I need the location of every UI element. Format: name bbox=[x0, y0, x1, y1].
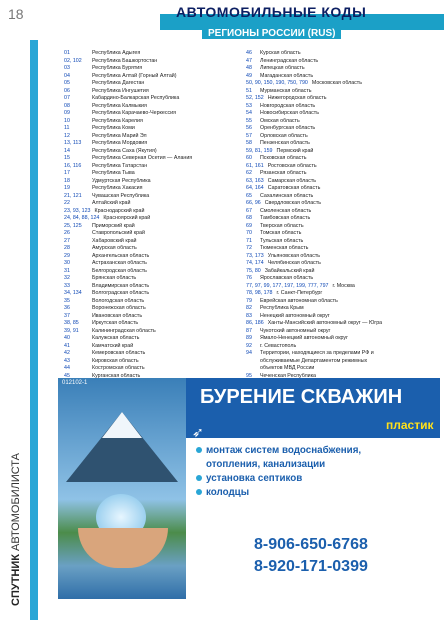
region-name: Республика Башкортостан bbox=[92, 57, 158, 64]
region-name: Брянская область bbox=[92, 275, 137, 281]
region-code: 60 bbox=[246, 155, 252, 161]
region-row bbox=[64, 133, 240, 141]
region-row bbox=[64, 193, 240, 201]
region-code: 09 bbox=[64, 110, 70, 116]
region-code: 77, 97, 99, 177, 197, 199, 777, 797 bbox=[246, 282, 329, 289]
region-code: 37 bbox=[64, 312, 70, 319]
region-name: Свердловская область bbox=[264, 200, 322, 206]
region-name: Московская область bbox=[311, 80, 362, 86]
region-code bbox=[246, 358, 260, 366]
region-list-right bbox=[246, 50, 440, 380]
region-row bbox=[246, 268, 440, 276]
region-code: 04 bbox=[64, 72, 70, 79]
region-name: Ленинградская область bbox=[260, 57, 319, 64]
region-name: Архангельская область bbox=[92, 252, 150, 259]
region-row bbox=[246, 320, 440, 328]
region-name: Оренбургская область bbox=[260, 125, 316, 131]
region-code: 95 bbox=[246, 372, 252, 379]
region-name: Алтайский край bbox=[92, 200, 131, 206]
region-row bbox=[246, 358, 440, 366]
region-code: 34, 134 bbox=[64, 290, 82, 296]
region-row bbox=[64, 335, 240, 343]
region-name: Пермский край bbox=[276, 147, 314, 154]
region-code: 59, 81, 159 bbox=[246, 147, 273, 154]
region-code: 32 bbox=[64, 275, 70, 281]
region-row bbox=[246, 88, 440, 96]
region-code: 66, 96 bbox=[246, 200, 261, 206]
region-name: Республика Саха (Якутия) bbox=[92, 147, 157, 154]
region-name: Чеченская Республика bbox=[260, 372, 316, 379]
region-name: Новгородская область bbox=[260, 102, 316, 109]
region-row bbox=[64, 320, 240, 328]
region-row bbox=[64, 178, 240, 186]
region-row bbox=[246, 298, 440, 306]
side-label-normal: АВТОМОБИЛИСТА bbox=[10, 453, 22, 555]
region-name: Челябинская область bbox=[267, 260, 321, 266]
region-code: 50, 90, 150, 190, 750, 790 bbox=[246, 80, 308, 86]
region-code: 13, 113 bbox=[64, 140, 82, 146]
region-row bbox=[64, 148, 240, 156]
region-name: Ненецкий автономный округ bbox=[260, 312, 330, 319]
region-row bbox=[64, 350, 240, 358]
region-name: Владимирская область bbox=[92, 282, 150, 289]
region-name: Территории, находящиеся за пределами РФ и bbox=[260, 350, 374, 356]
region-code: 33 bbox=[64, 282, 70, 289]
region-row bbox=[246, 253, 440, 261]
region-code: 16, 116 bbox=[64, 162, 82, 169]
region-code: 87 bbox=[246, 327, 252, 334]
advertisement bbox=[58, 378, 440, 599]
region-row bbox=[64, 118, 240, 126]
region-row bbox=[64, 170, 240, 178]
region-code: 89 bbox=[246, 335, 252, 341]
region-code: 52, 152 bbox=[246, 95, 264, 101]
ad-service-text: монтаж систем водоснабжения, bbox=[206, 445, 362, 456]
region-code: 57 bbox=[246, 132, 252, 139]
region-name: Красноярский край bbox=[103, 215, 151, 221]
region-name: Воронежская область bbox=[92, 305, 146, 311]
page-subtitle: РЕГИОНЫ РОССИИ (RUS) bbox=[202, 28, 341, 39]
bullet-icon bbox=[196, 447, 202, 453]
region-name: Астраханская область bbox=[92, 260, 147, 266]
region-row bbox=[64, 260, 240, 268]
page-title: АВТОМОБИЛЬНЫЕ КОДЫ bbox=[176, 4, 367, 20]
region-name: Ростовская область bbox=[267, 162, 317, 169]
region-code: 17 bbox=[64, 170, 70, 176]
region-row bbox=[64, 230, 240, 238]
ad-photo bbox=[58, 378, 186, 599]
region-name: Республика Калмыкия bbox=[92, 102, 147, 109]
region-code: 67 bbox=[246, 207, 252, 214]
region-row bbox=[246, 283, 440, 291]
region-row bbox=[246, 148, 440, 156]
region-name: Тульская область bbox=[260, 237, 304, 244]
region-row bbox=[246, 208, 440, 216]
region-code: 56 bbox=[246, 125, 252, 131]
region-row bbox=[64, 365, 240, 373]
region-row bbox=[64, 110, 240, 118]
region-code bbox=[246, 365, 260, 373]
region-code: 70 bbox=[246, 230, 252, 236]
region-name: Тверская область bbox=[260, 222, 304, 229]
region-row bbox=[64, 343, 240, 351]
ad-service-text: колодцы bbox=[206, 487, 250, 498]
ad-phone: 8-906-650-6768 bbox=[254, 536, 368, 553]
region-name: Костромская область bbox=[92, 365, 145, 371]
ad-service-item bbox=[196, 444, 436, 458]
region-code: 31 bbox=[64, 267, 70, 274]
region-code: 62 bbox=[246, 170, 252, 176]
region-name: объектов МВД России bbox=[260, 365, 315, 371]
region-code: 43 bbox=[64, 357, 70, 364]
region-code: 38, 85 bbox=[64, 320, 79, 326]
region-row bbox=[246, 163, 440, 171]
ad-service-item bbox=[196, 458, 436, 472]
region-row bbox=[64, 125, 240, 133]
ad-service-text: установка септиков bbox=[206, 473, 303, 484]
region-name: Республика Хакасия bbox=[92, 185, 143, 191]
region-row bbox=[246, 178, 440, 186]
region-name: Республика Адыгея bbox=[92, 50, 141, 56]
region-row bbox=[64, 283, 240, 291]
region-code: 27 bbox=[64, 237, 70, 244]
region-code: 75, 80 bbox=[246, 267, 261, 274]
region-row bbox=[64, 208, 240, 216]
region-row bbox=[246, 245, 440, 253]
region-code: 07 bbox=[64, 95, 70, 101]
ad-service-item bbox=[196, 486, 436, 500]
region-name: Камчатский край bbox=[92, 342, 134, 349]
region-name: Забайкальский край bbox=[264, 267, 315, 274]
region-name: Курганская область bbox=[92, 372, 141, 379]
region-row bbox=[64, 80, 240, 88]
region-row bbox=[246, 215, 440, 223]
region-row bbox=[64, 253, 240, 261]
region-code: 14 bbox=[64, 147, 70, 154]
side-strip bbox=[8, 40, 38, 620]
region-name: Пензенская область bbox=[260, 140, 310, 146]
region-row bbox=[246, 110, 440, 118]
region-code: 22 bbox=[64, 200, 70, 206]
region-row bbox=[64, 185, 240, 193]
region-row bbox=[246, 365, 440, 373]
region-code: 19 bbox=[64, 185, 70, 191]
region-name: г. Москва bbox=[332, 282, 355, 289]
region-row bbox=[246, 73, 440, 81]
region-name: Магаданская область bbox=[260, 72, 314, 79]
region-name: Вологодская область bbox=[92, 297, 145, 304]
region-name: Ярославская область bbox=[260, 275, 314, 281]
region-code: 94 bbox=[246, 350, 252, 356]
region-row bbox=[246, 80, 440, 88]
region-name: Мурманская область bbox=[260, 87, 312, 94]
region-row bbox=[246, 200, 440, 208]
region-code: 30 bbox=[64, 260, 70, 266]
region-code: 06 bbox=[64, 87, 70, 94]
region-name: Ямало-Ненецкий автономный округ bbox=[260, 335, 349, 341]
region-code: 64, 164 bbox=[246, 185, 264, 191]
region-row bbox=[246, 58, 440, 66]
region-code: 45 bbox=[64, 372, 70, 379]
region-row bbox=[64, 328, 240, 336]
region-name: Ивановская область bbox=[92, 312, 143, 319]
region-code: 69 bbox=[246, 222, 252, 229]
bird-icon: ➶ bbox=[192, 424, 204, 440]
region-name: Республика Алтай (Горный Алтай) bbox=[92, 72, 177, 79]
region-code: 25, 125 bbox=[64, 222, 82, 229]
region-name: Амурская область bbox=[92, 245, 137, 251]
region-code: 82 bbox=[246, 305, 252, 311]
region-row bbox=[246, 313, 440, 321]
region-row bbox=[246, 118, 440, 126]
region-code: 47 bbox=[246, 57, 252, 64]
region-row bbox=[246, 230, 440, 238]
hands-graphic bbox=[78, 528, 168, 568]
region-code: 01 bbox=[64, 50, 70, 56]
region-code: 35 bbox=[64, 297, 70, 304]
side-label bbox=[10, 356, 22, 606]
region-row bbox=[246, 335, 440, 343]
region-code: 68 bbox=[246, 215, 252, 221]
region-code: 11 bbox=[64, 125, 70, 131]
page-number: 18 bbox=[8, 6, 24, 22]
region-code: 15 bbox=[64, 155, 70, 161]
region-name: г. Санкт-Петербург bbox=[276, 290, 323, 296]
region-row bbox=[246, 193, 440, 201]
region-name: Кемеровская область bbox=[92, 350, 146, 356]
region-code: 26 bbox=[64, 230, 70, 236]
region-code: 72 bbox=[246, 245, 252, 251]
region-name: Волгоградская область bbox=[92, 290, 150, 296]
region-name: Республика Коми bbox=[92, 125, 135, 131]
region-row bbox=[246, 260, 440, 268]
region-row bbox=[64, 155, 240, 163]
region-row bbox=[64, 358, 240, 366]
region-name: Ханты-Мансийский автономный округ — Югра bbox=[267, 320, 383, 326]
region-row bbox=[64, 95, 240, 103]
region-row bbox=[246, 125, 440, 133]
region-row bbox=[246, 65, 440, 73]
region-code: 55 bbox=[246, 117, 252, 124]
region-row bbox=[64, 50, 240, 58]
region-name: Краснодарский край bbox=[94, 207, 145, 214]
header bbox=[160, 4, 444, 48]
region-row bbox=[64, 215, 240, 223]
region-name: Ульяновская область bbox=[267, 252, 321, 259]
ad-code: 012102-1 bbox=[62, 380, 88, 386]
region-name: Липецкая область bbox=[260, 65, 305, 71]
region-name: Омская область bbox=[260, 117, 300, 124]
region-row bbox=[246, 305, 440, 313]
side-accent-bar bbox=[30, 40, 38, 620]
region-name: Белгородская область bbox=[92, 267, 147, 274]
region-list-left bbox=[64, 50, 240, 380]
region-row bbox=[64, 65, 240, 73]
region-name: Саратовская область bbox=[267, 185, 321, 191]
region-row bbox=[246, 275, 440, 283]
region-row bbox=[246, 343, 440, 351]
region-code: 29 bbox=[64, 252, 70, 259]
region-row bbox=[64, 88, 240, 96]
region-name: Республика Бурятия bbox=[92, 65, 143, 71]
region-code: 39, 91 bbox=[64, 327, 79, 334]
region-name: Республика Дагестан bbox=[92, 80, 145, 86]
region-code: 61, 161 bbox=[246, 162, 264, 169]
ad-service-text: отопления, канализации bbox=[206, 459, 326, 470]
region-name: Республика Карачаево-Черкессия bbox=[92, 110, 176, 116]
region-name: Калининградская область bbox=[92, 327, 156, 334]
region-row bbox=[64, 290, 240, 298]
region-name: Республика Тыва bbox=[92, 170, 135, 176]
region-code: 10 bbox=[64, 117, 70, 124]
region-row bbox=[64, 275, 240, 283]
snow-graphic bbox=[102, 412, 142, 438]
side-label-bold: СПУТНИК bbox=[10, 554, 22, 606]
region-code: 28 bbox=[64, 245, 70, 251]
region-name: обслуживаемые Департаментом режимных bbox=[260, 357, 368, 364]
region-code: 18 bbox=[64, 177, 70, 184]
ad-phone: 8-920-171-0399 bbox=[254, 558, 368, 575]
region-row bbox=[246, 140, 440, 148]
region-name: Еврейская автономная область bbox=[260, 297, 338, 304]
region-row bbox=[246, 290, 440, 298]
region-name: Ставропольский край bbox=[92, 230, 145, 236]
region-code: 44 bbox=[64, 365, 70, 371]
region-code: 46 bbox=[246, 50, 252, 56]
region-code: 24, 84, 88, 124 bbox=[64, 215, 100, 221]
region-name: Нижегородская область bbox=[267, 95, 327, 101]
region-row bbox=[246, 50, 440, 58]
region-code: 42 bbox=[64, 350, 70, 356]
region-name: Республика Крым bbox=[260, 305, 304, 311]
region-code: 49 bbox=[246, 72, 252, 79]
region-code: 78, 98, 178 bbox=[246, 290, 273, 296]
region-code: 92 bbox=[246, 342, 252, 349]
region-name: Рязанская область bbox=[260, 170, 307, 176]
region-code: 23, 93, 123 bbox=[64, 207, 91, 214]
region-row bbox=[246, 95, 440, 103]
region-row bbox=[246, 155, 440, 163]
region-name: Приморский край bbox=[92, 222, 135, 229]
region-row bbox=[246, 133, 440, 141]
region-code: 83 bbox=[246, 312, 252, 319]
region-code: 02, 102 bbox=[64, 57, 82, 64]
region-row bbox=[246, 185, 440, 193]
region-name: Чувашская Республика bbox=[92, 192, 150, 199]
region-name: Республика Мордовия bbox=[92, 140, 148, 146]
region-row bbox=[64, 313, 240, 321]
region-name: Республика Ингушетия bbox=[92, 87, 149, 94]
region-row bbox=[64, 223, 240, 231]
ad-title: БУРЕНИЕ СКВАЖИН bbox=[200, 386, 403, 408]
region-row bbox=[64, 103, 240, 111]
region-row bbox=[64, 238, 240, 246]
region-row bbox=[64, 163, 240, 171]
region-row bbox=[246, 223, 440, 231]
region-code: 12 bbox=[64, 132, 70, 139]
region-name: Тюменская область bbox=[260, 245, 309, 251]
region-name: Удмуртская Республика bbox=[92, 177, 151, 184]
region-code: 63, 163 bbox=[246, 177, 264, 184]
region-name: Орловская область bbox=[260, 132, 308, 139]
ad-services-list bbox=[196, 444, 436, 500]
region-row bbox=[64, 268, 240, 276]
region-name: Псковская область bbox=[260, 155, 307, 161]
region-name: Чукотский автономный округ bbox=[260, 327, 331, 334]
region-name: Калужская область bbox=[92, 335, 140, 341]
region-code: 79 bbox=[246, 297, 252, 304]
bullet-icon bbox=[196, 475, 202, 481]
region-code: 03 bbox=[64, 65, 70, 71]
region-row bbox=[246, 103, 440, 111]
region-row bbox=[64, 140, 240, 148]
region-name: Иркутская область bbox=[92, 320, 139, 326]
region-name: Самарская область bbox=[267, 177, 317, 184]
region-name: Республика Марий Эл bbox=[92, 132, 147, 139]
bullet-icon bbox=[196, 489, 202, 495]
region-row bbox=[246, 238, 440, 246]
region-name: г. Севастополь bbox=[260, 342, 297, 349]
region-row bbox=[246, 170, 440, 178]
region-code: 71 bbox=[246, 237, 252, 244]
region-name: Смоленская область bbox=[260, 207, 312, 214]
region-code: 58 bbox=[246, 140, 252, 146]
region-code: 41 bbox=[64, 342, 70, 349]
region-row bbox=[64, 58, 240, 66]
region-code: 54 bbox=[246, 110, 252, 116]
region-name: Курская область bbox=[260, 50, 301, 56]
region-code: 53 bbox=[246, 102, 252, 109]
region-code: 76 bbox=[246, 275, 252, 281]
region-code: 05 bbox=[64, 80, 70, 86]
region-name: Сахалинская область bbox=[260, 192, 314, 199]
region-code: 21, 121 bbox=[64, 192, 82, 199]
region-code: 48 bbox=[246, 65, 252, 71]
region-row bbox=[246, 328, 440, 336]
ad-service-item bbox=[196, 472, 436, 486]
region-code: 36 bbox=[64, 305, 70, 311]
region-name: Кировская область bbox=[92, 357, 139, 364]
region-name: Республика Карелия bbox=[92, 117, 143, 124]
region-row bbox=[64, 245, 240, 253]
region-code: 65 bbox=[246, 192, 252, 199]
region-name: Республика Северная Осетия — Алания bbox=[92, 155, 193, 161]
region-row bbox=[246, 350, 440, 358]
region-row bbox=[64, 305, 240, 313]
region-name: Республика Татарстан bbox=[92, 162, 148, 169]
region-code: 74, 174 bbox=[246, 260, 264, 266]
region-name: Новосибирская область bbox=[260, 110, 319, 116]
region-code: 73, 173 bbox=[246, 252, 264, 259]
region-code: 86, 186 bbox=[246, 320, 264, 326]
region-row bbox=[64, 200, 240, 208]
ad-subtitle: пластик bbox=[386, 418, 434, 432]
region-name: Кабардино-Балкарская Республика bbox=[92, 95, 180, 101]
region-row bbox=[64, 73, 240, 81]
region-row bbox=[64, 298, 240, 306]
region-code: 51 bbox=[246, 87, 252, 94]
region-code: 08 bbox=[64, 102, 70, 109]
region-name: Томская область bbox=[260, 230, 302, 236]
region-name: Хабаровский край bbox=[92, 237, 137, 244]
region-name: Тамбовская область bbox=[260, 215, 311, 221]
region-code: 40 bbox=[64, 335, 70, 341]
